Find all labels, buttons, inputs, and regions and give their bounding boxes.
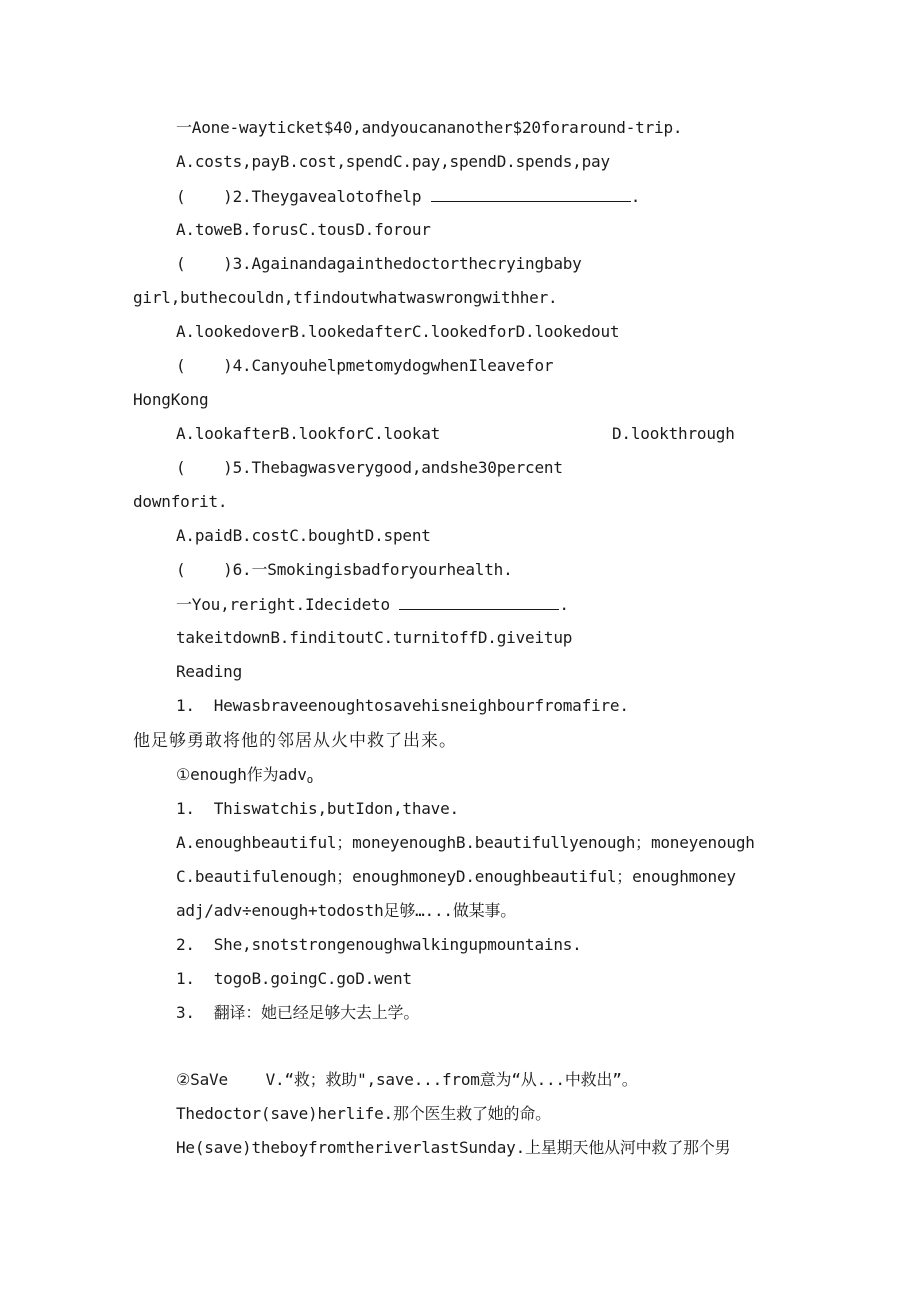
section-heading-reading: Reading [176,662,243,681]
question-2-end: . [630,187,641,206]
answer-blank [399,591,559,610]
question-6-reply [176,591,569,617]
point-1-heading-text: ①enough作为adv [176,765,307,784]
question-6-reply-end: . [559,595,569,614]
question-2-text: ( )2.Theygavealotofhelp [176,187,431,206]
example-save-1: Thedoctor(save)herlife.那个医生救了她的命。 [176,1104,551,1123]
options-q2: A.toweB.forusC.tousD.forour [176,220,431,239]
question-5: ( )5.Thebagwasverygood,andshe30percent [176,458,563,477]
question-3-continued: girl,buthecouldn,tfindoutwhatwaswrongwithher. [133,288,558,307]
question-6: ( )6.一Smokingisbadforyourhealth. [176,560,513,579]
question-3: ( )3.Againandagainthedoctorthecryingbaby [176,254,582,273]
exercise-2: 2. She,snotstrongenoughwalkingupmountains. [176,935,582,954]
options-q6: takeitdownB.finditoutC.turnitoffD.giveitup [176,628,573,647]
options-exercise-2: 1. togoB.goingC.goD.went [176,969,412,988]
reading-translation-1: 他足够勇敢将他的邻居从火中救了出来。 [133,731,457,751]
options-exercise-1-ab: A.enoughbeautiful；moneyenoughB.beautifullyenough；moneyenough [176,833,755,852]
options-q3: A.lookedoverB.lookedafterC.lookedforD.lookedout [176,322,620,341]
point-2-heading-save: ②SaVe V.“救；救助",save...from意为“从...中救出”。 [176,1070,638,1089]
grammar-rule-enough: adj/adv÷enough+todosth足够…...做某事。 [176,901,517,920]
reading-sentence-1: 1. Hewasbraveenoughtosavehisneighbourfromafire. [176,696,629,715]
exercise-3-translate: 3. 翻译：她已经足够大去上学。 [176,1003,420,1022]
exercise-1: 1. Thiswatchis,butIdon,thave. [176,799,459,818]
options-exercise-1-cd: C.beautifulenough；enoughmoneyD.enoughbeautiful；enoughmoney [176,867,736,886]
question-6-reply-text: 一You,reright.Idecideto [176,595,400,614]
options-q4-part2: D.lookthrough [612,424,735,443]
question-4: ( )4.CanyouhelpmetomydogwhenIleavefor [176,356,554,375]
options-q5: A.paidB.costC.boughtD.spent [176,526,431,545]
options-q4-part1: A.lookafterB.lookforC.lookat [176,424,441,443]
dialogue-line-ticket: 一Aone-wayticket$40,andyoucananother$20foraround-trip. [176,118,683,137]
point-1-heading-sub: o [306,773,314,786]
question-5-continued: downforit. [133,492,228,511]
answer-blank [431,183,631,202]
point-1-heading [176,762,313,788]
question-2 [176,183,640,209]
options-q1: A.costs,payB.cost,spendC.pay,spendD.spends,pay [176,152,610,171]
question-4-continued: HongKong [133,390,209,409]
example-save-2: He(save)theboyfromtheriverlastSunday.上星期天他从河中救了那个男 [176,1138,731,1157]
